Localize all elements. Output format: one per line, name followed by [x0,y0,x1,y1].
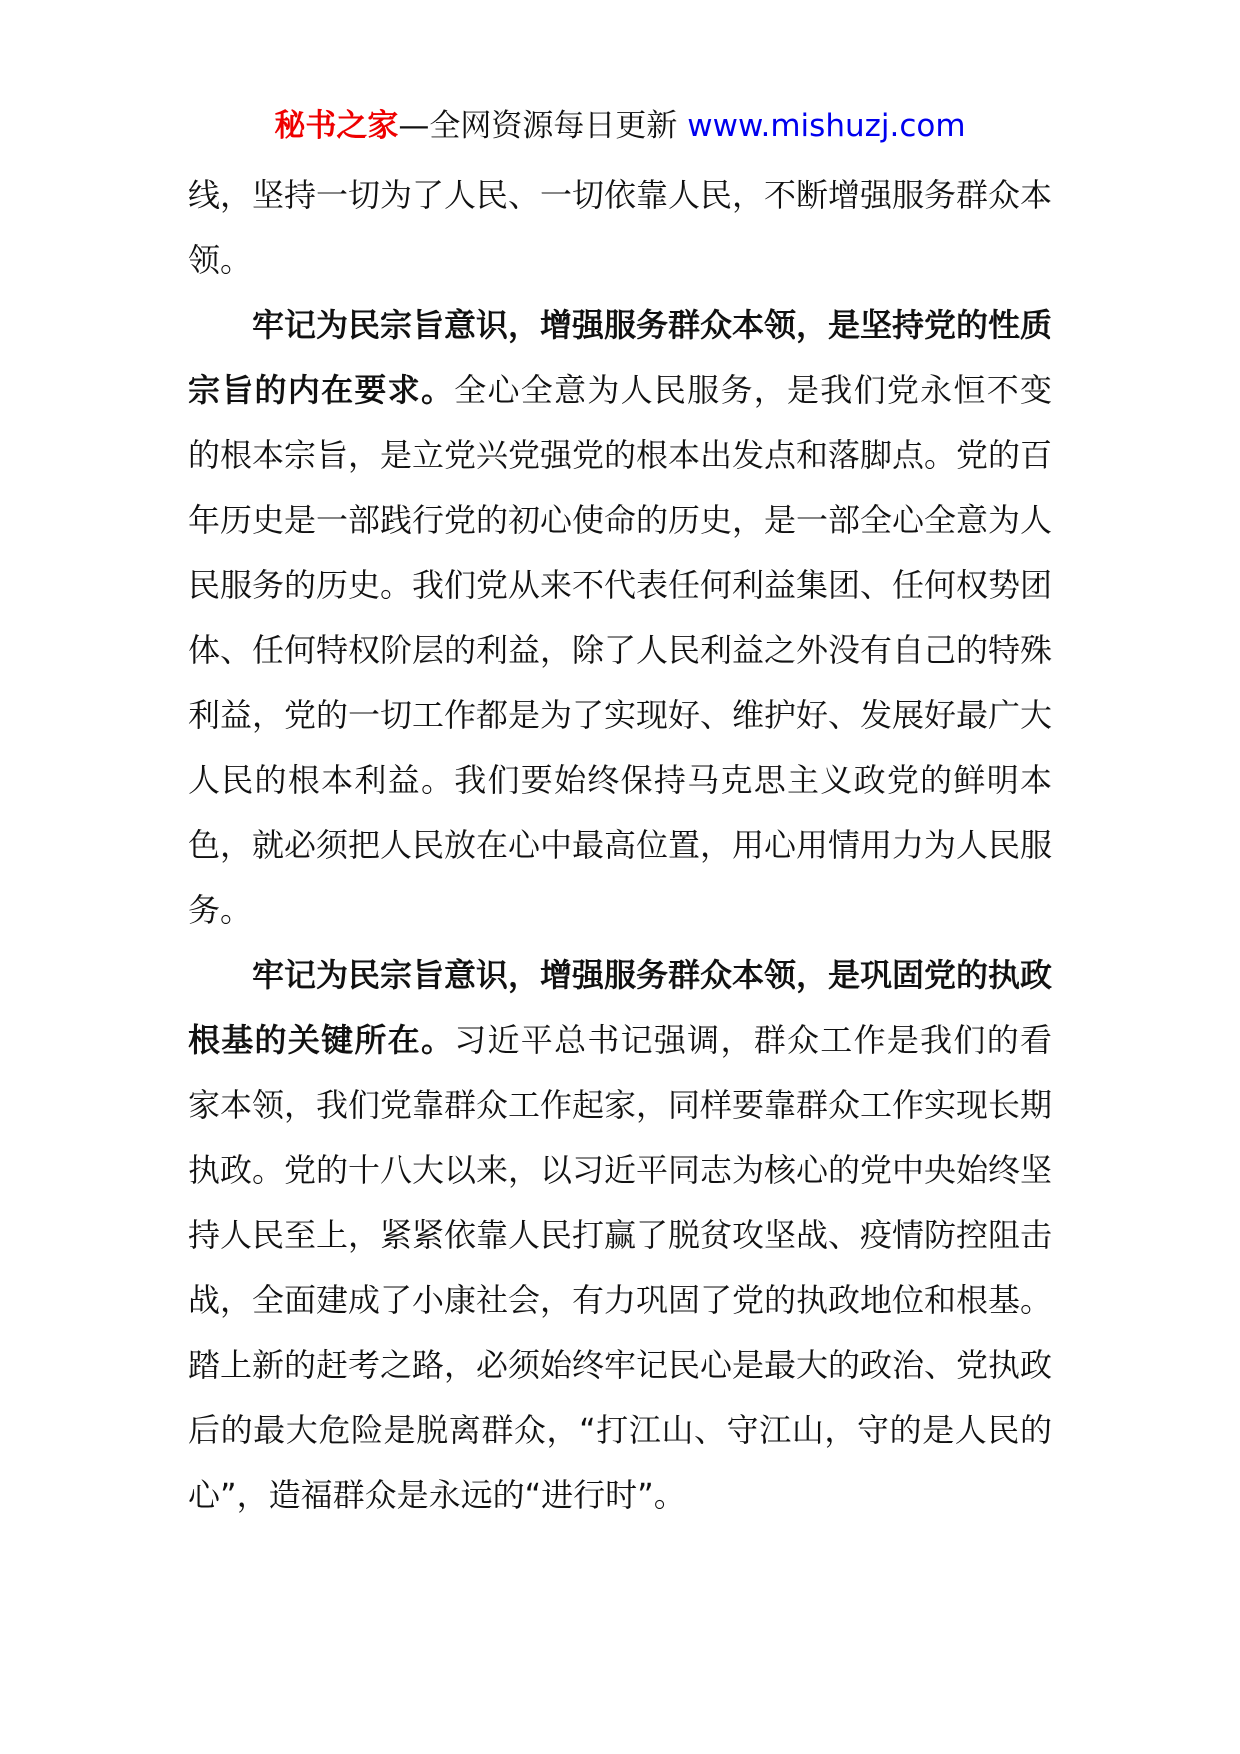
site-header [0,104,1240,148]
paragraph-purpose [188,293,1052,943]
document-body [188,163,1052,1528]
paragraph-foundation [188,943,1052,1528]
paragraph-continuation [188,163,1052,293]
brand-name: 秘书之家 [274,108,399,144]
paragraph-text: 习近平总书记强调，群众工作是我们的看家本领，我们党靠群众工作起家，同样要靠群众工作实现长期执政。党的十八大以来，以习近平同志为核心的党中央始终坚持人民至上，紧紧依靠人民打赢了脱贫攻坚战、疫情防控阻击战，全面建成了小康社会，有力巩固了党的执政地位和根基。踏上新的赶考之路，必须始终牢记民心是最大的政治、党执政后的最大危险是脱离群众，“打江山、守江山，守的是人民的心”，造福群众是永远的“进行时”。 [188,1021,1053,1514]
header-tagline: —全网资源每日更新 [398,108,688,144]
paragraph-text: 全心全意为人民服务，是我们党永恒不变的根本宗旨，是立党兴党强党的根本出发点和落脚点。党的百年历史是一部践行党的初心使命的历史，是一部全心全意为人民服务的历史。我们党从来不代表任何利益集团、任何权势团体、任何特权阶层的利益，除了人民利益之外没有自己的特殊利益，党的一切工作都是为了实现好、维护好、发展好最广大人民的根本利益。我们要始终保持马克思主义政党的鲜明本色，就必须把人民放在心中最高位置，用心用情用力为人民服务。 [188,371,1053,929]
paragraph-lead: 牢记为民宗旨意识，增强服务群众本领，是巩固党的执政根基的关键所在。 [188,956,1053,1059]
site-url-link[interactable]: www.mishuzj.com [687,108,966,144]
paragraph-text: 线，坚持一切为了人民、一切依靠人民，不断增强服务群众本领。 [188,176,1053,279]
paragraph-lead: 牢记为民宗旨意识，增强服务群众本领，是坚持党的性质宗旨的内在要求。 [188,306,1053,409]
